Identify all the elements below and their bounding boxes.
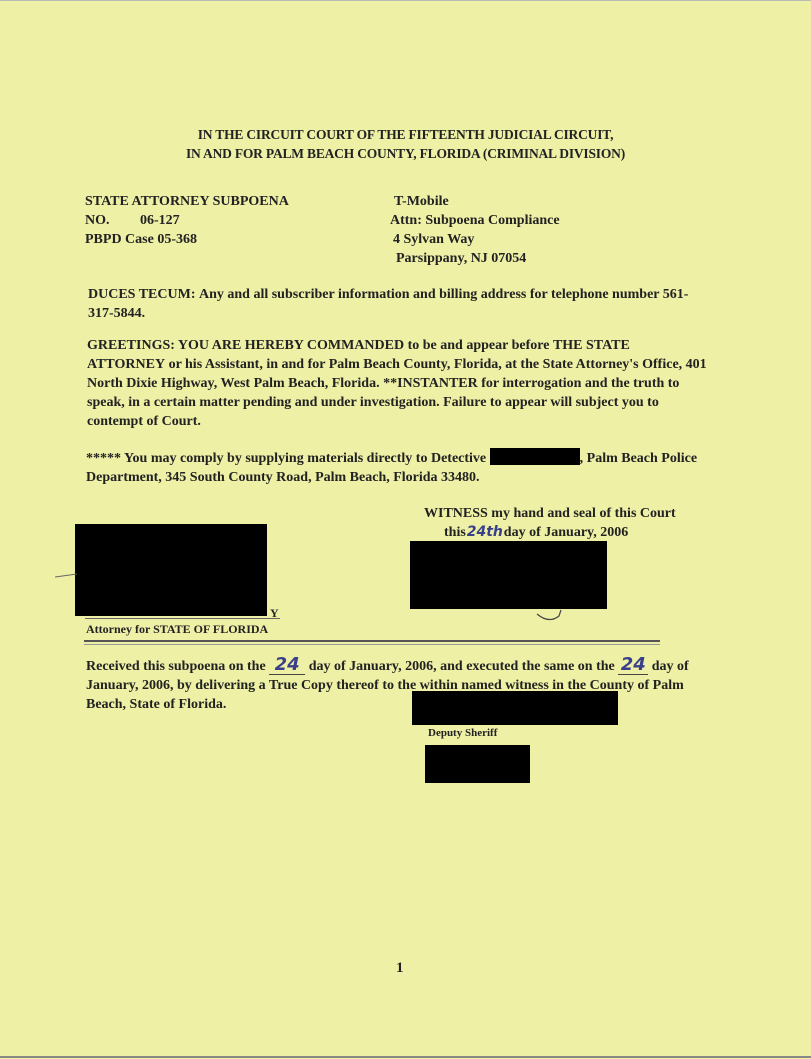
return-of-service — [86, 655, 706, 714]
recipient-city: Parsippany, NJ 07054 — [396, 251, 527, 266]
recipient-street: 4 Sylvan Way — [393, 232, 475, 247]
greetings-text-3: for interrogation and the truth to speak, in a certain matter pending and under investigation. Failure to appear will subject you to contempt of Court. — [87, 376, 680, 429]
witness-line-2 — [444, 523, 628, 543]
comply-text-2: , Palm Beach Police Department, 345 South County Road, Palm Beach, Florida 33480. — [86, 451, 698, 485]
case-number: PBPD Case 05-368 — [85, 232, 197, 247]
subpoena-number-label: NO. — [85, 213, 110, 228]
scan-bottom-edge — [0, 1056, 811, 1058]
greetings-text-2: or his Assistant, in and for Palm Beach County, Florida, at the State Attorney's Office, 401 North Dixie Highway, West Palm Beach, Florida. — [87, 357, 707, 391]
comply-paragraph — [86, 448, 711, 487]
court-title-line-1: IN THE CIRCUIT COURT OF THE FIFTEENTH JUDICIAL CIRCUIT, — [197, 127, 614, 142]
redacted-court-signature — [410, 541, 607, 609]
received-text-1: Received this subpoena on the — [86, 659, 266, 674]
duces-tecum-text: Any and all subscriber information and billing address for telephone number 561-317-5844. — [88, 287, 689, 321]
section-divider-2 — [84, 644, 660, 645]
recipient-name: T-Mobile — [394, 194, 449, 209]
subpoena-number: 06-127 — [140, 213, 180, 228]
witness-this-label: this — [444, 525, 466, 540]
deputy-sheriff-label: Deputy Sheriff — [428, 727, 498, 739]
section-divider — [84, 640, 660, 642]
duces-tecum-label: DUCES TECUM: — [88, 287, 196, 302]
received-text-3: day of January, 2006, by delivering a True Copy thereof to the within named witness in the County of Palm Beach, State of Florida. — [86, 659, 689, 712]
greetings-lead: GREETINGS: YOU ARE HEREBY COMMANDED — [87, 338, 405, 353]
greetings-instanter: **INSTANTER — [383, 376, 478, 391]
greetings-text-1: to be and appear before — [407, 338, 550, 353]
redacted-detective-name — [490, 448, 580, 465]
received-day-handwritten: 24 — [269, 655, 305, 675]
recipient-attn: Attn: Subpoena Compliance — [390, 213, 560, 228]
comply-text-1: ***** You may comply by supplying materials directly to Detective — [86, 451, 487, 466]
page-number: 1 — [396, 960, 404, 976]
witness-line-2-rest: day of January, 2006 — [503, 525, 629, 540]
scan-top-edge — [0, 0, 811, 1]
received-text-2: day of January, 2006, and executed the same on the — [308, 659, 615, 674]
greetings-paragraph — [87, 336, 707, 431]
redacted-deputy-name — [425, 745, 530, 783]
signature-flourish — [535, 608, 565, 628]
greetings-state-attorney: THE STATE ATTORNEY — [87, 338, 630, 372]
attorney-signature-line — [85, 618, 280, 619]
attorney-for-state-label: Attorney for STATE OF FLORIDA — [86, 622, 269, 636]
redacted-attorney-signature — [75, 524, 267, 616]
duces-tecum — [88, 285, 708, 323]
stray-mark — [55, 573, 77, 577]
executed-day-handwritten: 24 — [618, 655, 648, 675]
witness-line-1: WITNESS my hand and seal of this Court — [424, 506, 676, 521]
court-title-line-2: IN AND FOR PALM BEACH COUNTY, FLORIDA (CRIMINAL DIVISION) — [185, 146, 625, 161]
witness-day-handwritten: 24th — [466, 523, 504, 543]
attorney-trailing-letter: Y — [270, 606, 279, 620]
subpoena-title: STATE ATTORNEY SUBPOENA — [85, 194, 289, 209]
